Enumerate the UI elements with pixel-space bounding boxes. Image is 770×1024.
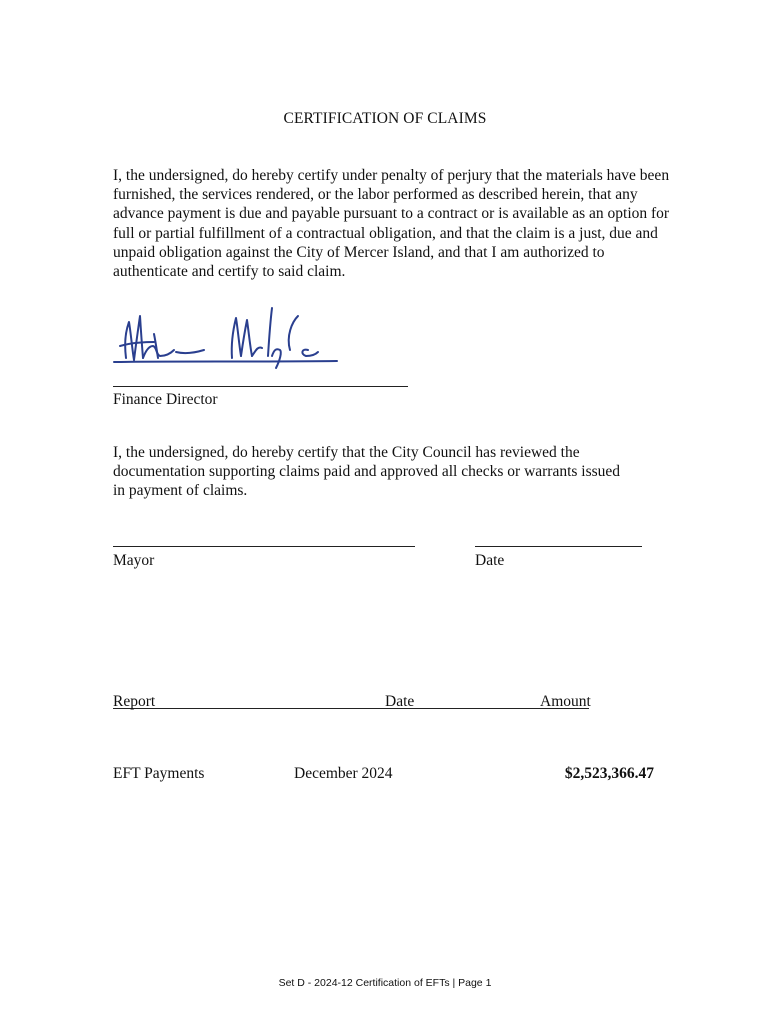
page-footer: Set D - 2024-12 Certification of EFTs | Page 1 [278, 977, 492, 989]
row-date: December 2024 [294, 765, 393, 782]
finance-director-label: Finance Director [113, 391, 218, 408]
row-amount: $2,523,366.47 [564, 765, 654, 782]
date-signature-line [475, 546, 642, 547]
finance-director-signature-line [113, 386, 408, 387]
table-header-underline [113, 708, 589, 709]
finance-director-signature [112, 300, 344, 372]
document-title: CERTIFICATION OF CLAIMS [283, 110, 487, 127]
table-header-report: Report [113, 693, 156, 710]
mayor-label: Mayor [113, 552, 155, 569]
table-header-amount: Amount [540, 693, 591, 710]
mayor-signature-line [113, 546, 415, 547]
row-report: EFT Payments [113, 765, 205, 782]
table-header-date: Date [385, 693, 415, 710]
certification-paragraph: I, the undersigned, do hereby certify under penalty of perjury that the materials have been furnished, the services rendered, or the labor performed as described herein, that any advance payment is due and payable pursuant to a contract or is available as an option for full or partial fulfillment of a contractual obligation, and that the claim is a just, due and unpaid obligation against the City of Mercer Island, and that I am authorized to authenticate and certify to said claim. [113, 167, 670, 281]
council-certification-paragraph: I, the undersigned, do hereby certify that the City Council has reviewed the documentation supporting claims paid and approved all checks or warrants issued in payment of claims. [113, 444, 621, 500]
date-label: Date [475, 552, 505, 569]
